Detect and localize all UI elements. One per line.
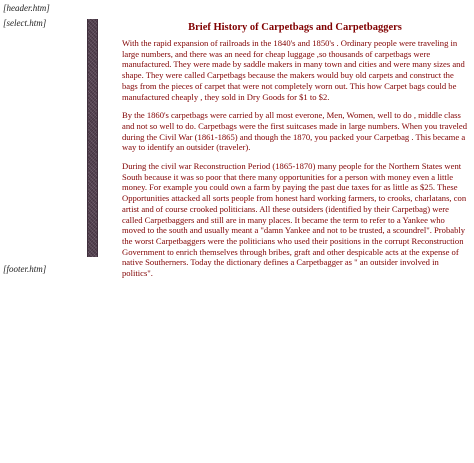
article-paragraph-3: During the civil war Reconstruction Period (1865-1870) many people for the Northern States went South because it was so poor that there many opportunities for a person with money even a little money. For example you could own a farm by paying the past due taxes for as little as $25. These Opportunities attacked all sorts people from honest hard working farmers, to crooks, charlatans, con artist and of course crooked politicians. All these outsiders (identified by their Carpetbag) were called Carpetbaggers and still are in many places. It became the term to refer to a Yankee who moved to the south and usually meant a "damn Yankee and not to be trusted, a scoundrel". Probably the worst Carpetbaggers were the politicians who used their positions in the corrupt Reconstruction Government to enrich themselves through bribes, graft and other despicable acts at the expense of native Southerners. Today the dictionary defines a Carpetbagger as " an outsider involved in politics". bbox=[122, 161, 467, 279]
article-paragraph-2: By the 1860's carpetbags were carried by all most everone, Men, Women, well to do , middle class and not so well to do. Carpetbags were the first suitcases made in large numbers. When you traveled during the Civil War (1861-1865) and though the 1870, you packed your Carpetbag . This became a way to identify an outsider (traveler). bbox=[122, 110, 468, 153]
decorative-texture-bar bbox=[87, 19, 98, 257]
article-title: Brief History of Carpetbags and Carpetbaggers bbox=[188, 22, 402, 33]
article bbox=[122, 22, 468, 287]
article-paragraph-1: With the rapid expansion of railroads in the 1840's and 1850's . Ordinary people were traveling in large numbers, and there was an need for cheap luggage ,so thousands of carpetbags were manufactured. They were made by saddle makers in many town and cities and were many sizes and shape. They were called Carpetbags because the makers would buy old carpets and construct the bags from the pieces of carpet that were not completely worn out. This how Carpet bags could be manufactured cheaply , they sold in Dry Goods for $1 to $2. bbox=[122, 38, 465, 102]
header-include-placeholder: [header.htm] bbox=[3, 3, 50, 13]
footer-include-placeholder: [footer.htm] bbox=[3, 264, 47, 274]
select-include-placeholder: [select.htm] bbox=[3, 18, 47, 28]
